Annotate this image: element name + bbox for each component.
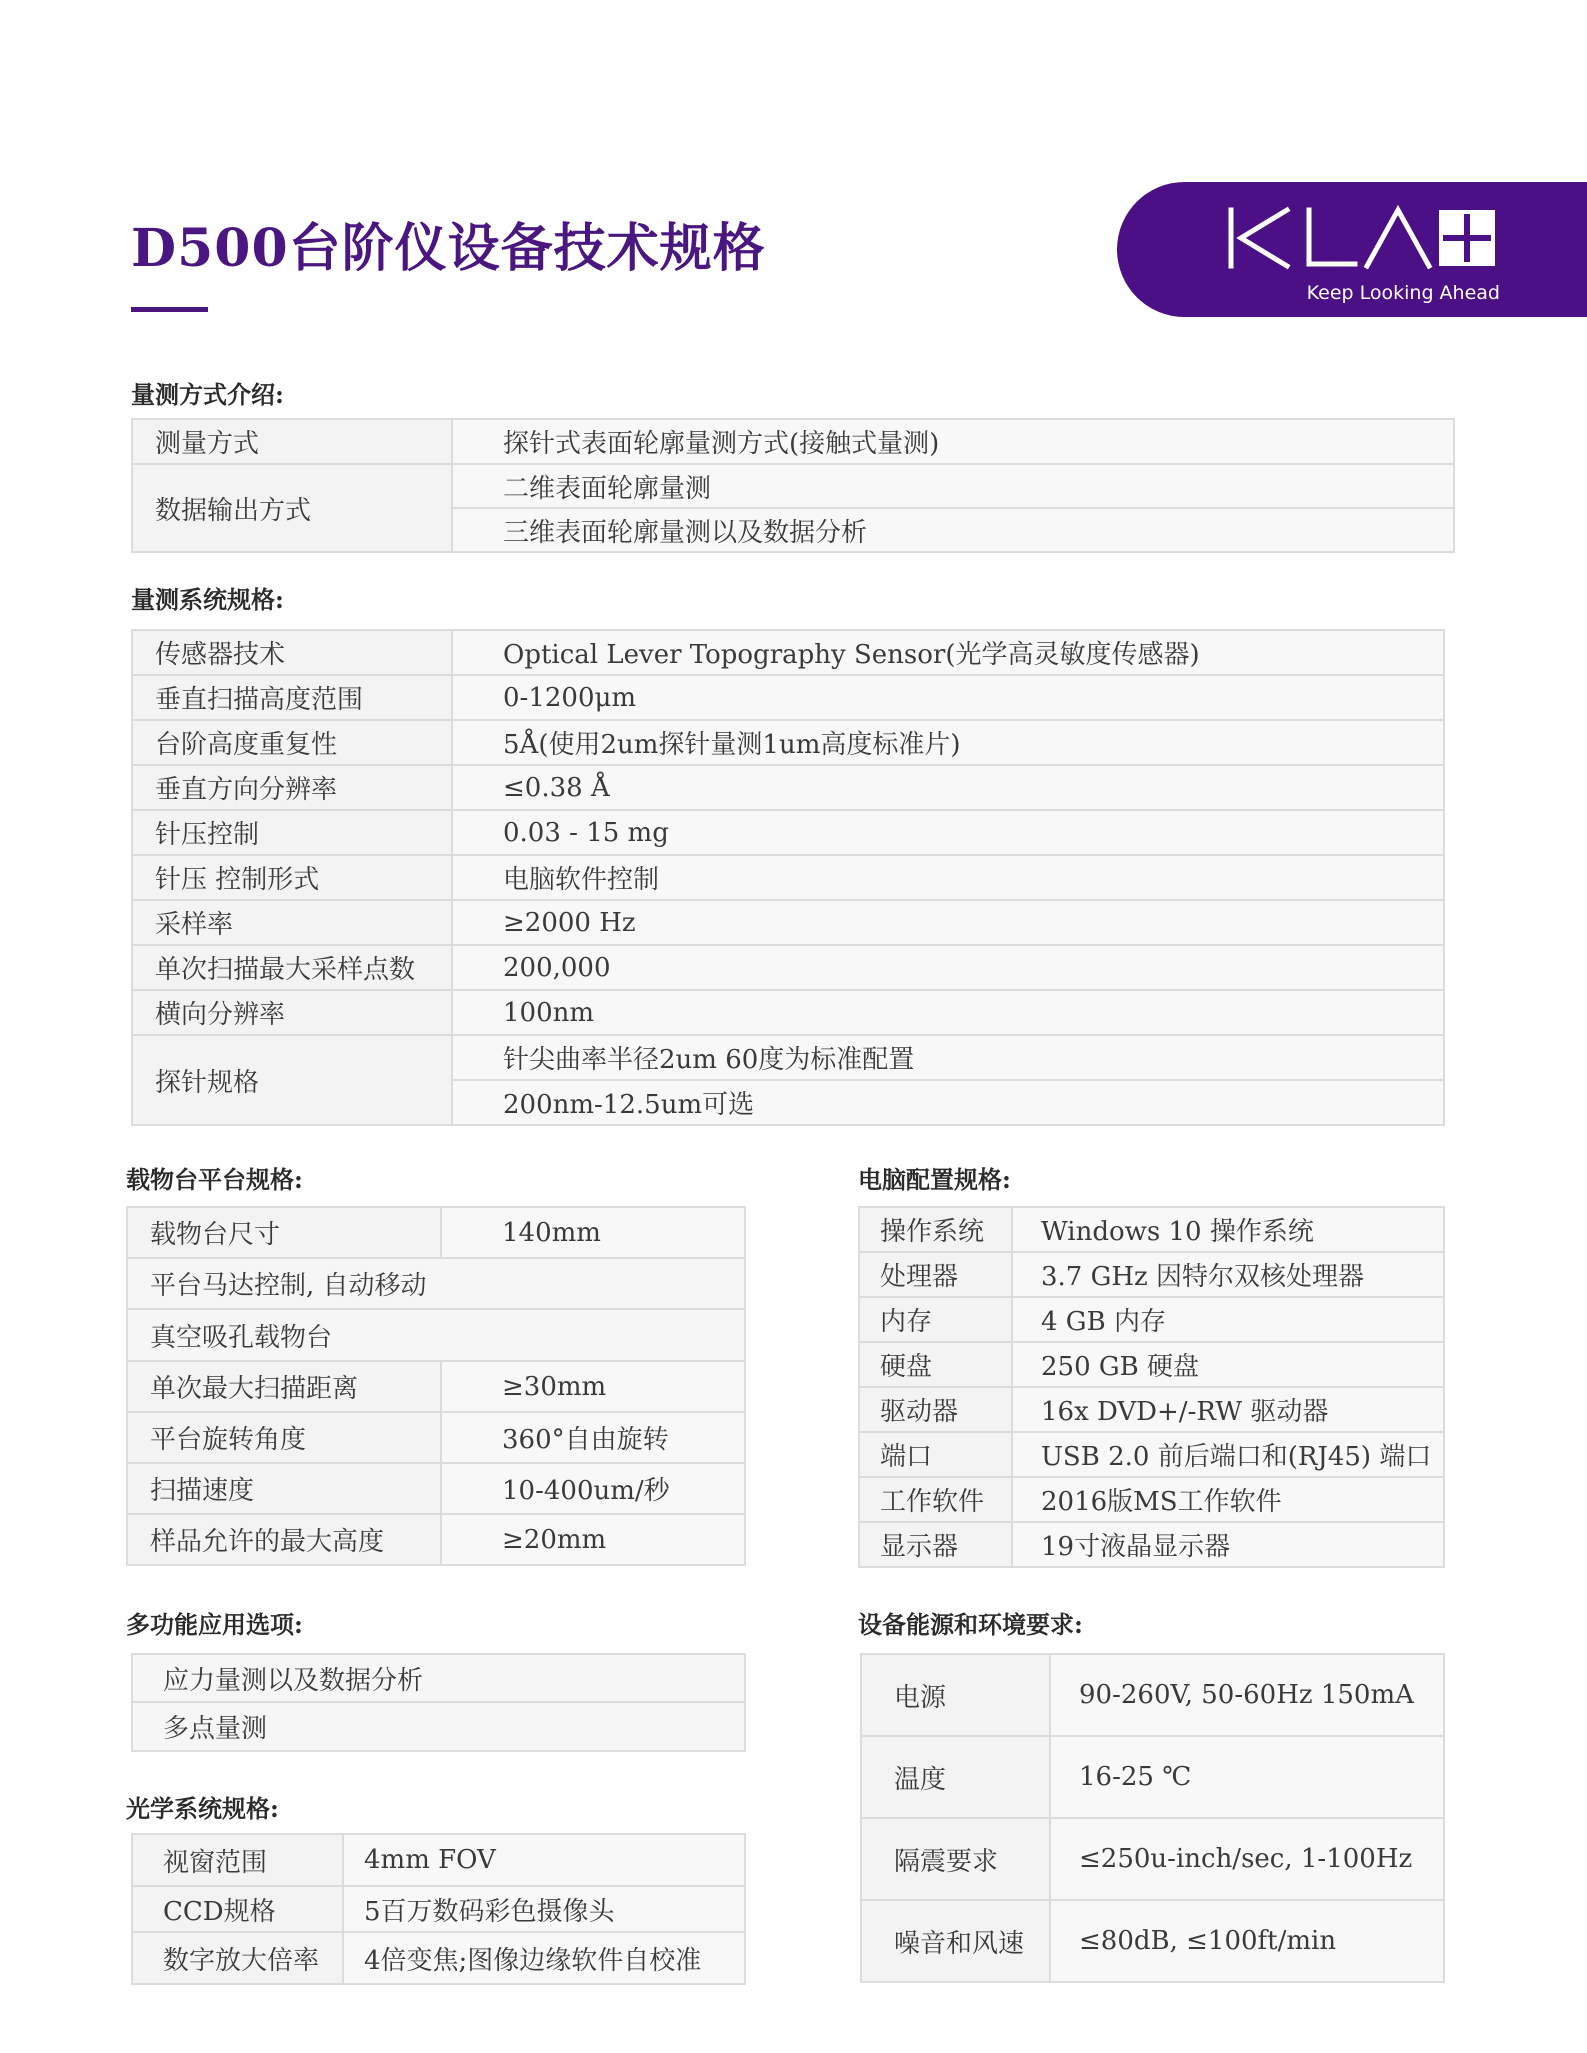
table-row bbox=[127, 1207, 745, 1258]
spec-value: 探针式表面轮廓量测方式(接触式量测) bbox=[452, 419, 1454, 464]
spec-key: 内存 bbox=[859, 1297, 1012, 1342]
table-row bbox=[132, 990, 1444, 1035]
spec-value: ≤250u-inch/sec, 1-100Hz bbox=[1050, 1818, 1444, 1900]
table-row bbox=[127, 1361, 745, 1412]
spec-key: 台阶高度重复性 bbox=[132, 720, 452, 765]
spec-key: 样品允许的最大高度 bbox=[127, 1514, 441, 1565]
spec-key: CCD规格 bbox=[132, 1886, 343, 1932]
method-table bbox=[131, 418, 1455, 553]
kla-logo-icon bbox=[1227, 204, 1497, 274]
spec-value: 360°自由旋转 bbox=[441, 1412, 745, 1463]
spec-value: 二维表面轮廓量测 bbox=[452, 464, 1454, 508]
multi-table bbox=[131, 1653, 746, 1752]
table-row bbox=[859, 1342, 1444, 1387]
spec-key: 单次最大扫描距离 bbox=[127, 1361, 441, 1412]
spec-key: 垂直方向分辨率 bbox=[132, 765, 452, 810]
spec-key: 工作软件 bbox=[859, 1477, 1012, 1522]
table-row bbox=[132, 630, 1444, 675]
spec-item: 应力量测以及数据分析 bbox=[132, 1654, 745, 1702]
spec-value: ≥30mm bbox=[441, 1361, 745, 1412]
spec-value: 200,000 bbox=[452, 945, 1444, 990]
spec-key: 探针规格 bbox=[132, 1035, 452, 1125]
kla-logo-banner bbox=[1117, 182, 1587, 317]
table-row bbox=[861, 1818, 1444, 1900]
spec-item: 真空吸孔载物台 bbox=[127, 1309, 745, 1361]
env-table bbox=[860, 1653, 1445, 1983]
table-row bbox=[859, 1477, 1444, 1522]
table-row bbox=[127, 1514, 745, 1565]
spec-key: 横向分辨率 bbox=[132, 990, 452, 1035]
table-row bbox=[859, 1432, 1444, 1477]
table-row bbox=[861, 1736, 1444, 1818]
spec-key: 传感器技术 bbox=[132, 630, 452, 675]
spec-value: ≤80dB, ≤100ft/min bbox=[1050, 1900, 1444, 1982]
page-title: D500台阶仪设备技术规格 bbox=[131, 218, 766, 279]
table-row bbox=[132, 675, 1444, 720]
table-row bbox=[132, 810, 1444, 855]
table-row bbox=[132, 1932, 745, 1984]
table-row bbox=[132, 419, 1454, 464]
table-row bbox=[132, 945, 1444, 990]
spec-key: 噪音和风速 bbox=[861, 1900, 1050, 1982]
table-row bbox=[127, 1258, 745, 1309]
system-table bbox=[131, 629, 1445, 1126]
table-row bbox=[132, 1886, 745, 1932]
spec-key: 硬盘 bbox=[859, 1342, 1012, 1387]
spec-key: 隔震要求 bbox=[861, 1818, 1050, 1900]
table-row bbox=[132, 1702, 745, 1751]
spec-value: 90-260V, 50-60Hz 150mA bbox=[1050, 1654, 1444, 1736]
spec-key: 操作系统 bbox=[859, 1207, 1012, 1252]
spec-value: 250 GB 硬盘 bbox=[1012, 1342, 1444, 1387]
stage-table bbox=[126, 1206, 746, 1566]
spec-value: 140mm bbox=[441, 1207, 745, 1258]
table-row bbox=[132, 765, 1444, 810]
table-row bbox=[132, 720, 1444, 765]
table-row bbox=[132, 855, 1444, 900]
table-row bbox=[127, 1463, 745, 1514]
spec-value: 100nm bbox=[452, 990, 1444, 1035]
section-title-pc: 电脑配置规格: bbox=[858, 1165, 1011, 1194]
section-title-multi: 多功能应用选项: bbox=[126, 1610, 303, 1639]
spec-value: 19寸液晶显示器 bbox=[1012, 1522, 1444, 1567]
table-row bbox=[127, 1309, 745, 1361]
spec-value: 3.7 GHz 因特尔双核处理器 bbox=[1012, 1252, 1444, 1297]
spec-key: 测量方式 bbox=[132, 419, 452, 464]
table-row bbox=[132, 1035, 1444, 1080]
spec-value: 4倍变焦;图像边缘软件自校准 bbox=[343, 1932, 745, 1984]
spec-value: Optical Lever Topography Sensor(光学高灵敏度传感器) bbox=[452, 630, 1444, 675]
spec-value: 三维表面轮廓量测以及数据分析 bbox=[452, 508, 1454, 552]
section-title-env: 设备能源和环境要求: bbox=[858, 1610, 1083, 1639]
spec-value: Windows 10 操作系统 bbox=[1012, 1207, 1444, 1252]
spec-value: 0.03 - 15 mg bbox=[452, 810, 1444, 855]
spec-value: ≤0.38 Å bbox=[452, 765, 1444, 810]
spec-value: ≥20mm bbox=[441, 1514, 745, 1565]
spec-value: 4mm FOV bbox=[343, 1834, 745, 1886]
table-row bbox=[859, 1207, 1444, 1252]
table-row bbox=[132, 900, 1444, 945]
spec-key: 载物台尺寸 bbox=[127, 1207, 441, 1258]
spec-key: 单次扫描最大采样点数 bbox=[132, 945, 452, 990]
spec-key: 针压控制 bbox=[132, 810, 452, 855]
brand-tagline: Keep Looking Ahead bbox=[1306, 282, 1500, 304]
table-row bbox=[132, 1654, 745, 1702]
table-row bbox=[132, 1834, 745, 1886]
spec-value: 5Å(使用2um探针量测1um高度标准片) bbox=[452, 720, 1444, 765]
spec-key: 端口 bbox=[859, 1432, 1012, 1477]
spec-key: 视窗范围 bbox=[132, 1834, 343, 1886]
spec-value: 0-1200μm bbox=[452, 675, 1444, 720]
spec-value: 10-400um/秒 bbox=[441, 1463, 745, 1514]
section-title-system: 量测系统规格: bbox=[131, 585, 284, 614]
section-title-method: 量测方式介绍: bbox=[131, 380, 284, 409]
optical-table bbox=[131, 1833, 746, 1985]
spec-value: 5百万数码彩色摄像头 bbox=[343, 1886, 745, 1932]
table-row bbox=[861, 1900, 1444, 1982]
spec-key: 采样率 bbox=[132, 900, 452, 945]
spec-key: 驱动器 bbox=[859, 1387, 1012, 1432]
spec-key: 电源 bbox=[861, 1654, 1050, 1736]
section-title-stage: 载物台平台规格: bbox=[126, 1165, 303, 1194]
table-row bbox=[861, 1654, 1444, 1736]
spec-key: 温度 bbox=[861, 1736, 1050, 1818]
table-row bbox=[859, 1297, 1444, 1342]
table-row bbox=[859, 1387, 1444, 1432]
spec-value: 电脑软件控制 bbox=[452, 855, 1444, 900]
spec-value: 4 GB 内存 bbox=[1012, 1297, 1444, 1342]
spec-value: 2016版MS工作软件 bbox=[1012, 1477, 1444, 1522]
spec-item: 多点量测 bbox=[132, 1702, 745, 1751]
spec-value: 16x DVD+/-RW 驱动器 bbox=[1012, 1387, 1444, 1432]
spec-value: 16-25 ℃ bbox=[1050, 1736, 1444, 1818]
spec-item: 平台马达控制, 自动移动 bbox=[127, 1258, 745, 1309]
table-row bbox=[132, 464, 1454, 508]
pc-table bbox=[858, 1206, 1445, 1568]
spec-key: 垂直扫描高度范围 bbox=[132, 675, 452, 720]
table-row bbox=[127, 1412, 745, 1463]
section-title-optical: 光学系统规格: bbox=[126, 1794, 279, 1823]
spec-value: USB 2.0 前后端口和(RJ45) 端口 bbox=[1012, 1432, 1444, 1477]
spec-value: ≥2000 Hz bbox=[452, 900, 1444, 945]
spec-value: 200nm-12.5um可选 bbox=[452, 1080, 1444, 1125]
table-row bbox=[859, 1522, 1444, 1567]
spec-key: 扫描速度 bbox=[127, 1463, 441, 1514]
spec-key: 数据输出方式 bbox=[132, 464, 452, 552]
spec-key: 显示器 bbox=[859, 1522, 1012, 1567]
title-underline bbox=[131, 307, 208, 312]
spec-key: 针压 控制形式 bbox=[132, 855, 452, 900]
spec-value: 针尖曲率半径2um 60度为标准配置 bbox=[452, 1035, 1444, 1080]
table-row bbox=[859, 1252, 1444, 1297]
spec-key: 平台旋转角度 bbox=[127, 1412, 441, 1463]
spec-key: 处理器 bbox=[859, 1252, 1012, 1297]
spec-key: 数字放大倍率 bbox=[132, 1932, 343, 1984]
